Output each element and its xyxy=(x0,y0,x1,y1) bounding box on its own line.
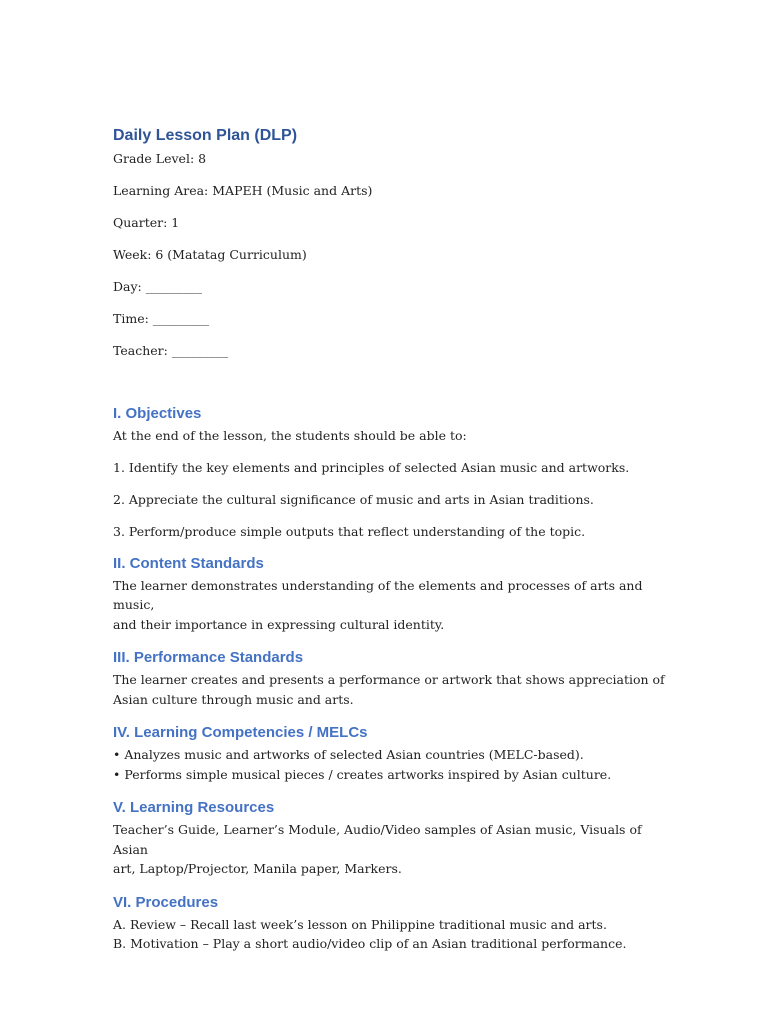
header-fields xyxy=(113,150,673,360)
performance-standards-line: The learner creates and presents a performance or artwork that shows appreciation of xyxy=(113,672,665,687)
competencies-section xyxy=(113,721,673,784)
resources-section xyxy=(113,796,673,879)
content-standards-line: The learner demonstrates understanding of the elements and processes of arts and music, xyxy=(113,577,643,612)
resources-line: Teacher’s Guide, Learner’s Module, Audio/Video samples of Asian music, Visuals of Asian xyxy=(113,822,642,857)
objective-item: 3. Perform/produce simple outputs that reflect understanding of the topic. xyxy=(113,524,586,539)
time-field: Time: _________ xyxy=(113,311,210,326)
objectives-heading: I. Objectives xyxy=(113,405,202,422)
procedures-section xyxy=(113,891,673,954)
performance-standards-section xyxy=(113,646,673,709)
lesson-plan-page xyxy=(113,124,673,954)
resources-line: art, Laptop/Projector, Manila paper, Markers. xyxy=(113,861,402,876)
procedure-item: B. Motivation – Play a short audio/video clip of an Asian traditional performance. xyxy=(113,936,627,951)
resources-heading: V. Learning Resources xyxy=(113,799,275,816)
performance-standards-heading: III. Performance Standards xyxy=(113,649,304,666)
procedure-item: A. Review – Recall last week’s lesson on Philippine traditional music and arts. xyxy=(113,916,607,932)
objectives-section xyxy=(113,402,673,542)
competency-item: • Analyzes music and artworks of selected Asian countries (MELC-based). xyxy=(113,747,584,762)
competency-item: • Performs simple musical pieces / creates artworks inspired by Asian culture. xyxy=(113,766,612,782)
document-title: Daily Lesson Plan (DLP) xyxy=(113,127,298,144)
learning-area-field: Learning Area: MAPEH (Music and Arts) xyxy=(113,183,373,198)
teacher-field: Teacher: _________ xyxy=(113,343,229,358)
objectives-intro: At the end of the lesson, the students should be able to: xyxy=(113,428,467,443)
objective-item: 2. Appreciate the cultural significance of music and arts in Asian traditions. xyxy=(113,492,594,507)
competencies-heading: IV. Learning Competencies / MELCs xyxy=(113,724,368,741)
content-standards-line: and their importance in expressing cultural identity. xyxy=(113,616,445,632)
procedures-heading: VI. Procedures xyxy=(113,893,219,911)
quarter-field: Quarter: 1 xyxy=(113,215,180,230)
grade-level-field: Grade Level: 8 xyxy=(113,151,207,166)
objective-item: 1. Identify the key elements and principles of selected Asian music and artworks. xyxy=(113,460,630,475)
week-field: Week: 6 (Matatag Curriculum) xyxy=(113,247,307,262)
content-standards-section xyxy=(113,552,673,635)
day-field: Day: _________ xyxy=(113,279,202,294)
content-standards-heading: II. Content Standards xyxy=(113,554,264,572)
performance-standards-line: Asian culture through music and arts. xyxy=(113,691,354,707)
